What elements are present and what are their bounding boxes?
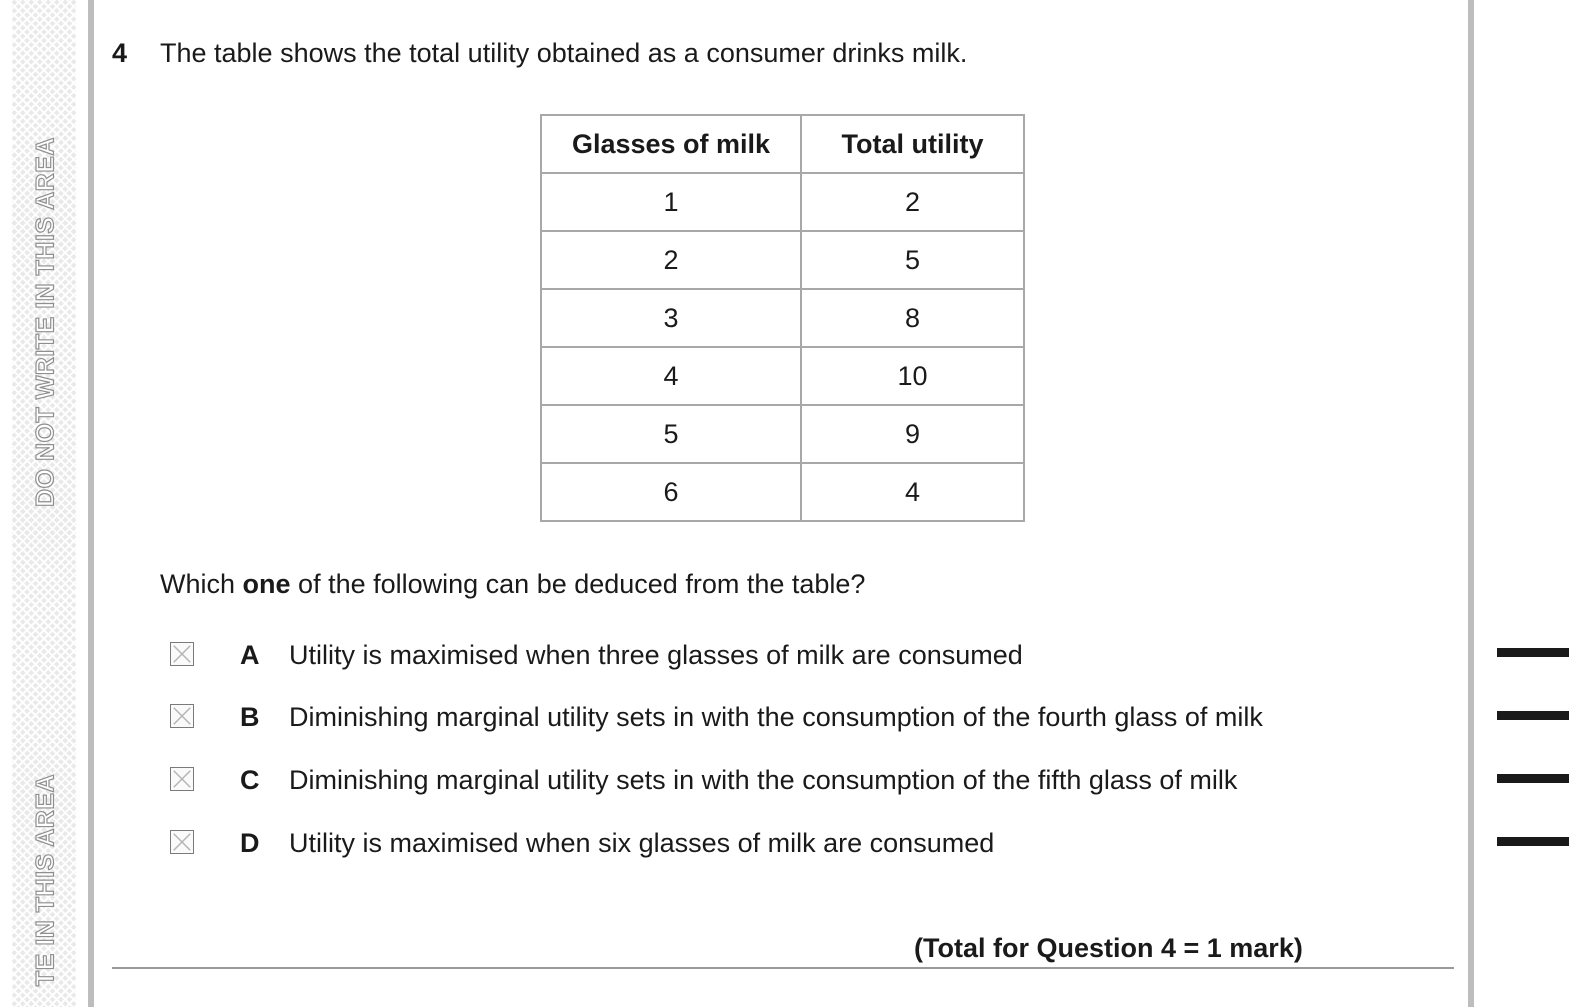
cross-box-icon xyxy=(171,643,193,665)
option-b-checkbox[interactable] xyxy=(170,704,194,728)
option-letter: D xyxy=(240,828,260,858)
utility-cell: 5 xyxy=(801,231,1024,289)
option-text: Utility is maximised when six glasses of milk are consumed xyxy=(289,828,995,858)
option-text: Diminishing marginal utility sets in with the consumption of the fourth glass of milk xyxy=(289,702,1263,732)
option-a-checkbox[interactable] xyxy=(170,642,194,666)
right-border-line xyxy=(1468,0,1474,1007)
cross-box-icon xyxy=(171,705,193,727)
option-c-checkbox[interactable] xyxy=(170,767,194,791)
alignment-mark xyxy=(1497,774,1569,783)
table-row xyxy=(541,347,1024,405)
option-letter: C xyxy=(240,765,260,795)
utility-table xyxy=(540,114,1025,522)
table-row xyxy=(541,463,1024,521)
glasses-cell: 2 xyxy=(541,231,801,289)
cross-box-icon xyxy=(171,768,193,790)
alignment-mark xyxy=(1497,837,1569,846)
prompt-emphasis: one xyxy=(242,569,291,599)
option-letter: A xyxy=(240,640,260,670)
left-border-line xyxy=(88,0,94,1007)
column-header-glasses: Glasses of milk xyxy=(541,115,801,173)
option-text: Utility is maximised when three glasses of milk are consumed xyxy=(289,640,1023,670)
glasses-cell: 1 xyxy=(541,173,801,231)
utility-cell: 8 xyxy=(801,289,1024,347)
glasses-cell: 4 xyxy=(541,347,801,405)
question-divider xyxy=(112,967,1454,969)
question-prompt xyxy=(160,569,865,600)
option-letter: B xyxy=(240,702,260,732)
question-total-marks: (Total for Question 4 = 1 mark) xyxy=(914,933,1303,963)
margin-warning-label: DO NOT WRITE IN THIS AREA xyxy=(31,137,60,507)
table-header-row xyxy=(541,115,1024,173)
table-row xyxy=(541,173,1024,231)
option-d-checkbox[interactable] xyxy=(170,830,194,854)
glasses-cell: 6 xyxy=(541,463,801,521)
alignment-mark xyxy=(1497,648,1569,657)
glasses-cell: 5 xyxy=(541,405,801,463)
margin-warning-label-partial: TE IN THIS AREA xyxy=(31,773,60,987)
table-row xyxy=(541,231,1024,289)
prompt-start: Which xyxy=(160,569,243,599)
utility-cell: 9 xyxy=(801,405,1024,463)
prompt-end: of the following can be deduced from the table? xyxy=(290,569,866,599)
alignment-mark xyxy=(1497,711,1569,720)
utility-cell: 2 xyxy=(801,173,1024,231)
question-number: 4 xyxy=(112,38,128,68)
option-text: Diminishing marginal utility sets in with the consumption of the fifth glass of milk xyxy=(289,765,1238,795)
utility-cell: 4 xyxy=(801,463,1024,521)
table-row xyxy=(541,405,1024,463)
glasses-cell: 3 xyxy=(541,289,801,347)
column-header-total-utility: Total utility xyxy=(801,115,1024,173)
cross-box-icon xyxy=(171,831,193,853)
question-stem: The table shows the total utility obtained as a consumer drinks milk. xyxy=(160,38,968,68)
utility-cell: 10 xyxy=(801,347,1024,405)
table-row xyxy=(541,289,1024,347)
